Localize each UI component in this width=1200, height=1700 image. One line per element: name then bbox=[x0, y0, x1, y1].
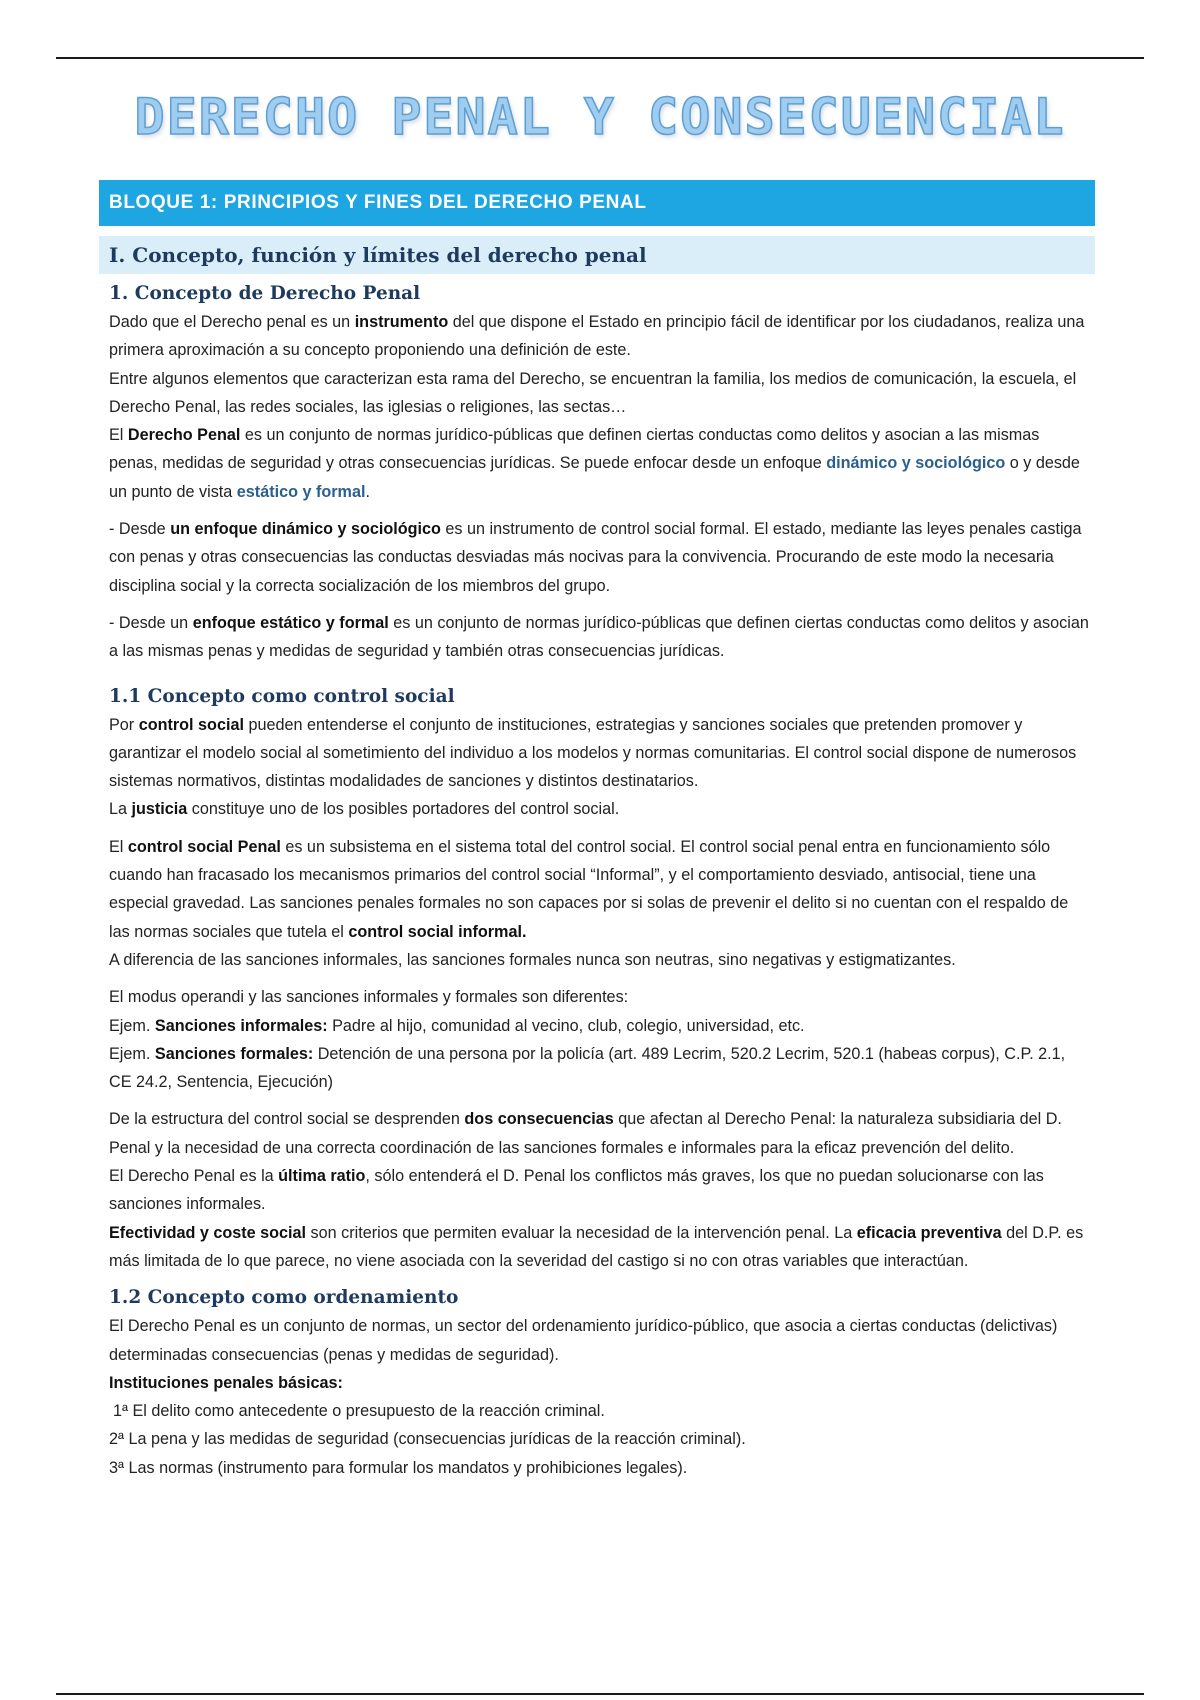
paragraph: - Desde un enfoque dinámico y sociológico es un instrumento de control social formal. El estado, mediante las leyes penales castiga con penas y otras consecuencias las conductas desviadas más nocivas para la convivencia. Procurando de este modo la necesaria disciplina social y la correcta socialización de los miembros del grupo. bbox=[109, 520, 1082, 595]
paragraph: El modus operandi y las sanciones informales y formales son diferentes: bbox=[109, 988, 629, 1007]
paragraph: El Derecho Penal es un conjunto de normas jurídico-públicas que definen ciertas conductas como delitos y asocian a las mismas penas, medidas de seguridad y otras consecuencias jurídicas. Se puede enfocar desde un enfoque dinámico y sociológico o y desde un punto de vista estático y formal. bbox=[109, 426, 1080, 501]
paragraph: Ejem. Sanciones formales: Detención de una persona por la policía (art. 489 Lecrim, 520.2 Lecrim, 520.1 (habeas corpus), C.P. 2.1, CE 24.2, Sentencia, Ejecución) bbox=[109, 1044, 1066, 1092]
paragraph: Entre algunos elementos que caracterizan esta rama del Derecho, se encuentran la familia, los medios de comunicación, la escuela, el Derecho Penal, las redes sociales, las iglesias o religiones, las sectas… bbox=[109, 369, 1077, 416]
paragraph: A diferencia de las sanciones informales, las sanciones formales nunca son neutras, sino negativas y estigmatizantes. bbox=[109, 950, 956, 969]
document-body bbox=[99, 180, 1095, 1482]
paragraph: Por control social pueden entenderse el conjunto de instituciones, estrategias y sanciones sociales que pretenden promover y garantizar el modelo social al sometimiento del individuo a los modelos y normas comunitarias. El control social dispone de numerosos sistemas normativos, distintas modalidades de sanciones y distintos destinatarios. bbox=[109, 715, 1077, 791]
bottom-rule bbox=[56, 1693, 1144, 1695]
paragraph: El Derecho Penal es la última ratio, sólo entenderá el D. Penal los conflictos más graves, los que no puedan solucionarse con las sanciones informales. bbox=[109, 1167, 1044, 1214]
paragraph: Efectividad y coste social son criterios que permiten evaluar la necesidad de la intervención penal. La eficacia preventiva del D.P. es más limitada de lo que parece, no viene asociada con la severidad del castigo si no con otras variables que interactúan. bbox=[109, 1223, 1084, 1270]
paragraph: - Desde un enfoque estático y formal es un conjunto de normas jurídico-públicas que definen ciertas conductas como delitos y asocian a las mismas penas y medidas de seguridad y también otras consecuencias jurídicas. bbox=[109, 613, 1089, 661]
paragraph: Ejem. Sanciones informales: Padre al hijo, comunidad al vecino, club, colegio, universidad, etc. bbox=[109, 1016, 805, 1035]
list-item: 3ª Las normas (instrumento para formular los mandatos y prohibiciones legales). bbox=[109, 1458, 688, 1477]
top-rule bbox=[56, 57, 1144, 59]
paragraph: El Derecho Penal es un conjunto de normas, un sector del ordenamiento jurídico-público, que asocia a ciertas conductas (delictivas) determinadas consecuencias (penas y medidas de seguridad). bbox=[109, 1317, 1058, 1364]
paragraph: Instituciones penales básicas: bbox=[109, 1373, 343, 1392]
section-content bbox=[99, 280, 1095, 1482]
heading-concepto: 1. Concepto de Derecho Penal bbox=[109, 283, 421, 304]
section-header: I. Concepto, función y límites del derecho penal bbox=[99, 236, 1095, 274]
bloque-header: BLOQUE 1: PRINCIPIOS Y FINES DEL DERECHO PENAL bbox=[99, 180, 1095, 226]
paragraph: La justicia constituye uno de los posibles portadores del control social. bbox=[109, 800, 620, 819]
document-title: DERECHO PENAL Y CONSECUENCIAL bbox=[134, 88, 1066, 146]
paragraph: Dado que el Derecho penal es un instrumento del que dispone el Estado en principio fácil de identificar por los ciudadanos, realiza una primera aproximación a su concepto proponiendo una definición de este. bbox=[109, 313, 1085, 360]
list-item: 2ª La pena y las medidas de seguridad (consecuencias jurídicas de la reacción criminal). bbox=[109, 1430, 746, 1449]
heading-control-social: 1.1 Concepto como control social bbox=[109, 685, 455, 707]
paragraph: De la estructura del control social se desprenden dos consecuencias que afectan al Derecho Penal: la naturaleza subsidiaria del D. Penal y la necesidad de una correcta coordinación de las sanciones formales e informales para la eficaz prevención del delito. bbox=[109, 1110, 1062, 1157]
list-item: 1ª El delito como antecedente o presupuesto de la reacción criminal. bbox=[113, 1402, 605, 1421]
heading-ordenamiento: 1.2 Concepto como ordenamiento bbox=[109, 1287, 459, 1309]
paragraph: El control social Penal es un subsistema en el sistema total del control social. El control social penal entra en funcionamiento sólo cuando han fracasado los mecanismos primarios del control social “Informal”, y el comportamiento desviado, antisocial, tiene una especial gravedad. Las sanciones penales formales no son capaces por si solas de prevenir el delito si no cuentan con el respaldo de las normas sociales que tutela el control social informal. bbox=[109, 837, 1069, 941]
